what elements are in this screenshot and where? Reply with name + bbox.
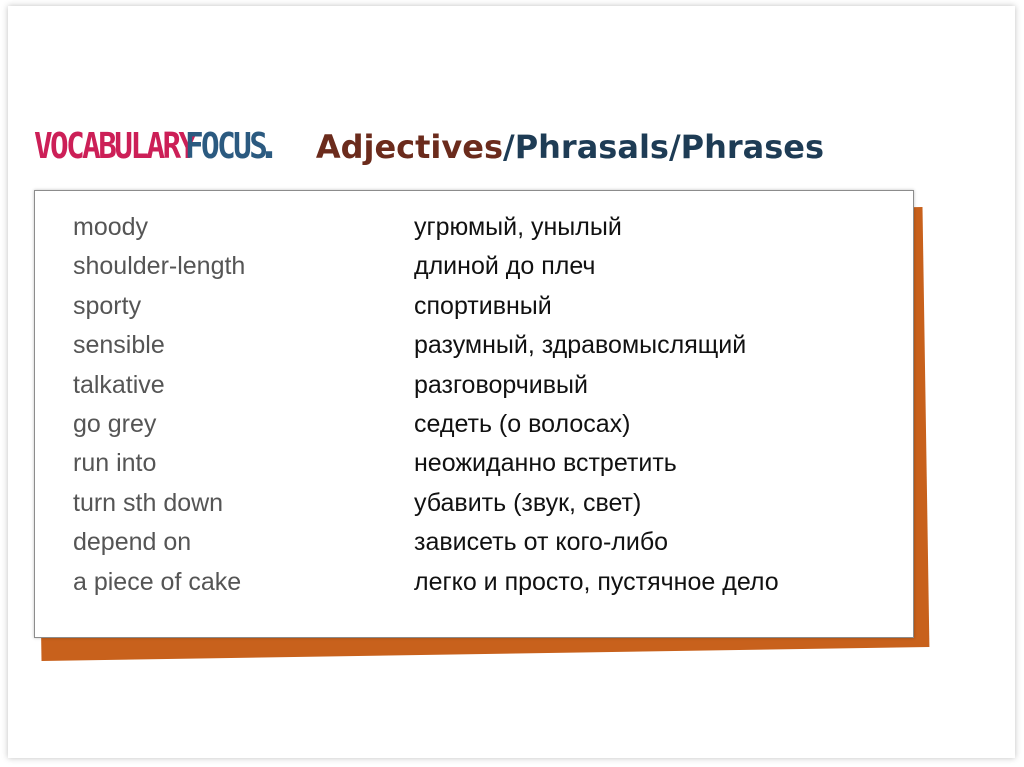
- vocabulary-row: [35, 371, 913, 410]
- russian-translation: разумный, здравомыслящий: [414, 331, 747, 360]
- title-slash-1: /: [503, 128, 515, 166]
- russian-translation: легко и просто, пустячное дело: [414, 567, 779, 596]
- vocabulary-row: [35, 528, 913, 567]
- russian-translation: зависеть от кого-либо: [414, 528, 669, 557]
- english-term: go grey: [73, 409, 157, 438]
- english-term: sporty: [73, 291, 142, 320]
- english-term: run into: [73, 449, 157, 478]
- english-term: turn sth down: [73, 488, 224, 517]
- english-term: a piece of cake: [73, 567, 242, 596]
- title-slash-2: /: [668, 128, 681, 166]
- vocabulary-row: [35, 449, 913, 488]
- russian-translation: убавить (звук, свет): [414, 488, 642, 517]
- title-adjectives: Adjectives: [315, 128, 503, 166]
- english-term: shoulder-length: [73, 252, 246, 281]
- vocabulary-row: [35, 568, 913, 607]
- english-term: moody: [73, 213, 149, 241]
- russian-translation: спортивный: [414, 291, 552, 320]
- english-term: talkative: [73, 370, 165, 399]
- vocabulary-card: [34, 190, 914, 638]
- russian-translation: разговорчивый: [414, 370, 588, 399]
- russian-translation: седеть (о волосах): [414, 409, 631, 438]
- vocabulary-row: [35, 252, 913, 291]
- russian-translation: длиной до плеч: [414, 252, 596, 281]
- russian-translation: угрюмый, унылый: [414, 213, 622, 241]
- slide-title: [34, 126, 824, 170]
- focus-dot: .: [262, 126, 276, 167]
- russian-translation: неожиданно встретить: [414, 449, 677, 478]
- vocabulary-list: [35, 213, 913, 607]
- vocabulary-row: [35, 331, 913, 370]
- vocabulary-row: [35, 292, 913, 331]
- title-phrasals: Phrasals: [514, 128, 669, 166]
- vocabulary-row: [35, 410, 913, 449]
- title-phrases: Phrases: [680, 128, 825, 166]
- english-term: sensible: [73, 331, 165, 360]
- vocabulary-row: [35, 489, 913, 528]
- focus-label: FOCUS: [184, 126, 266, 167]
- english-term: depend on: [73, 528, 192, 557]
- vocabulary-row: [35, 213, 913, 252]
- vocabulary-label: VOCABULARY: [34, 126, 195, 167]
